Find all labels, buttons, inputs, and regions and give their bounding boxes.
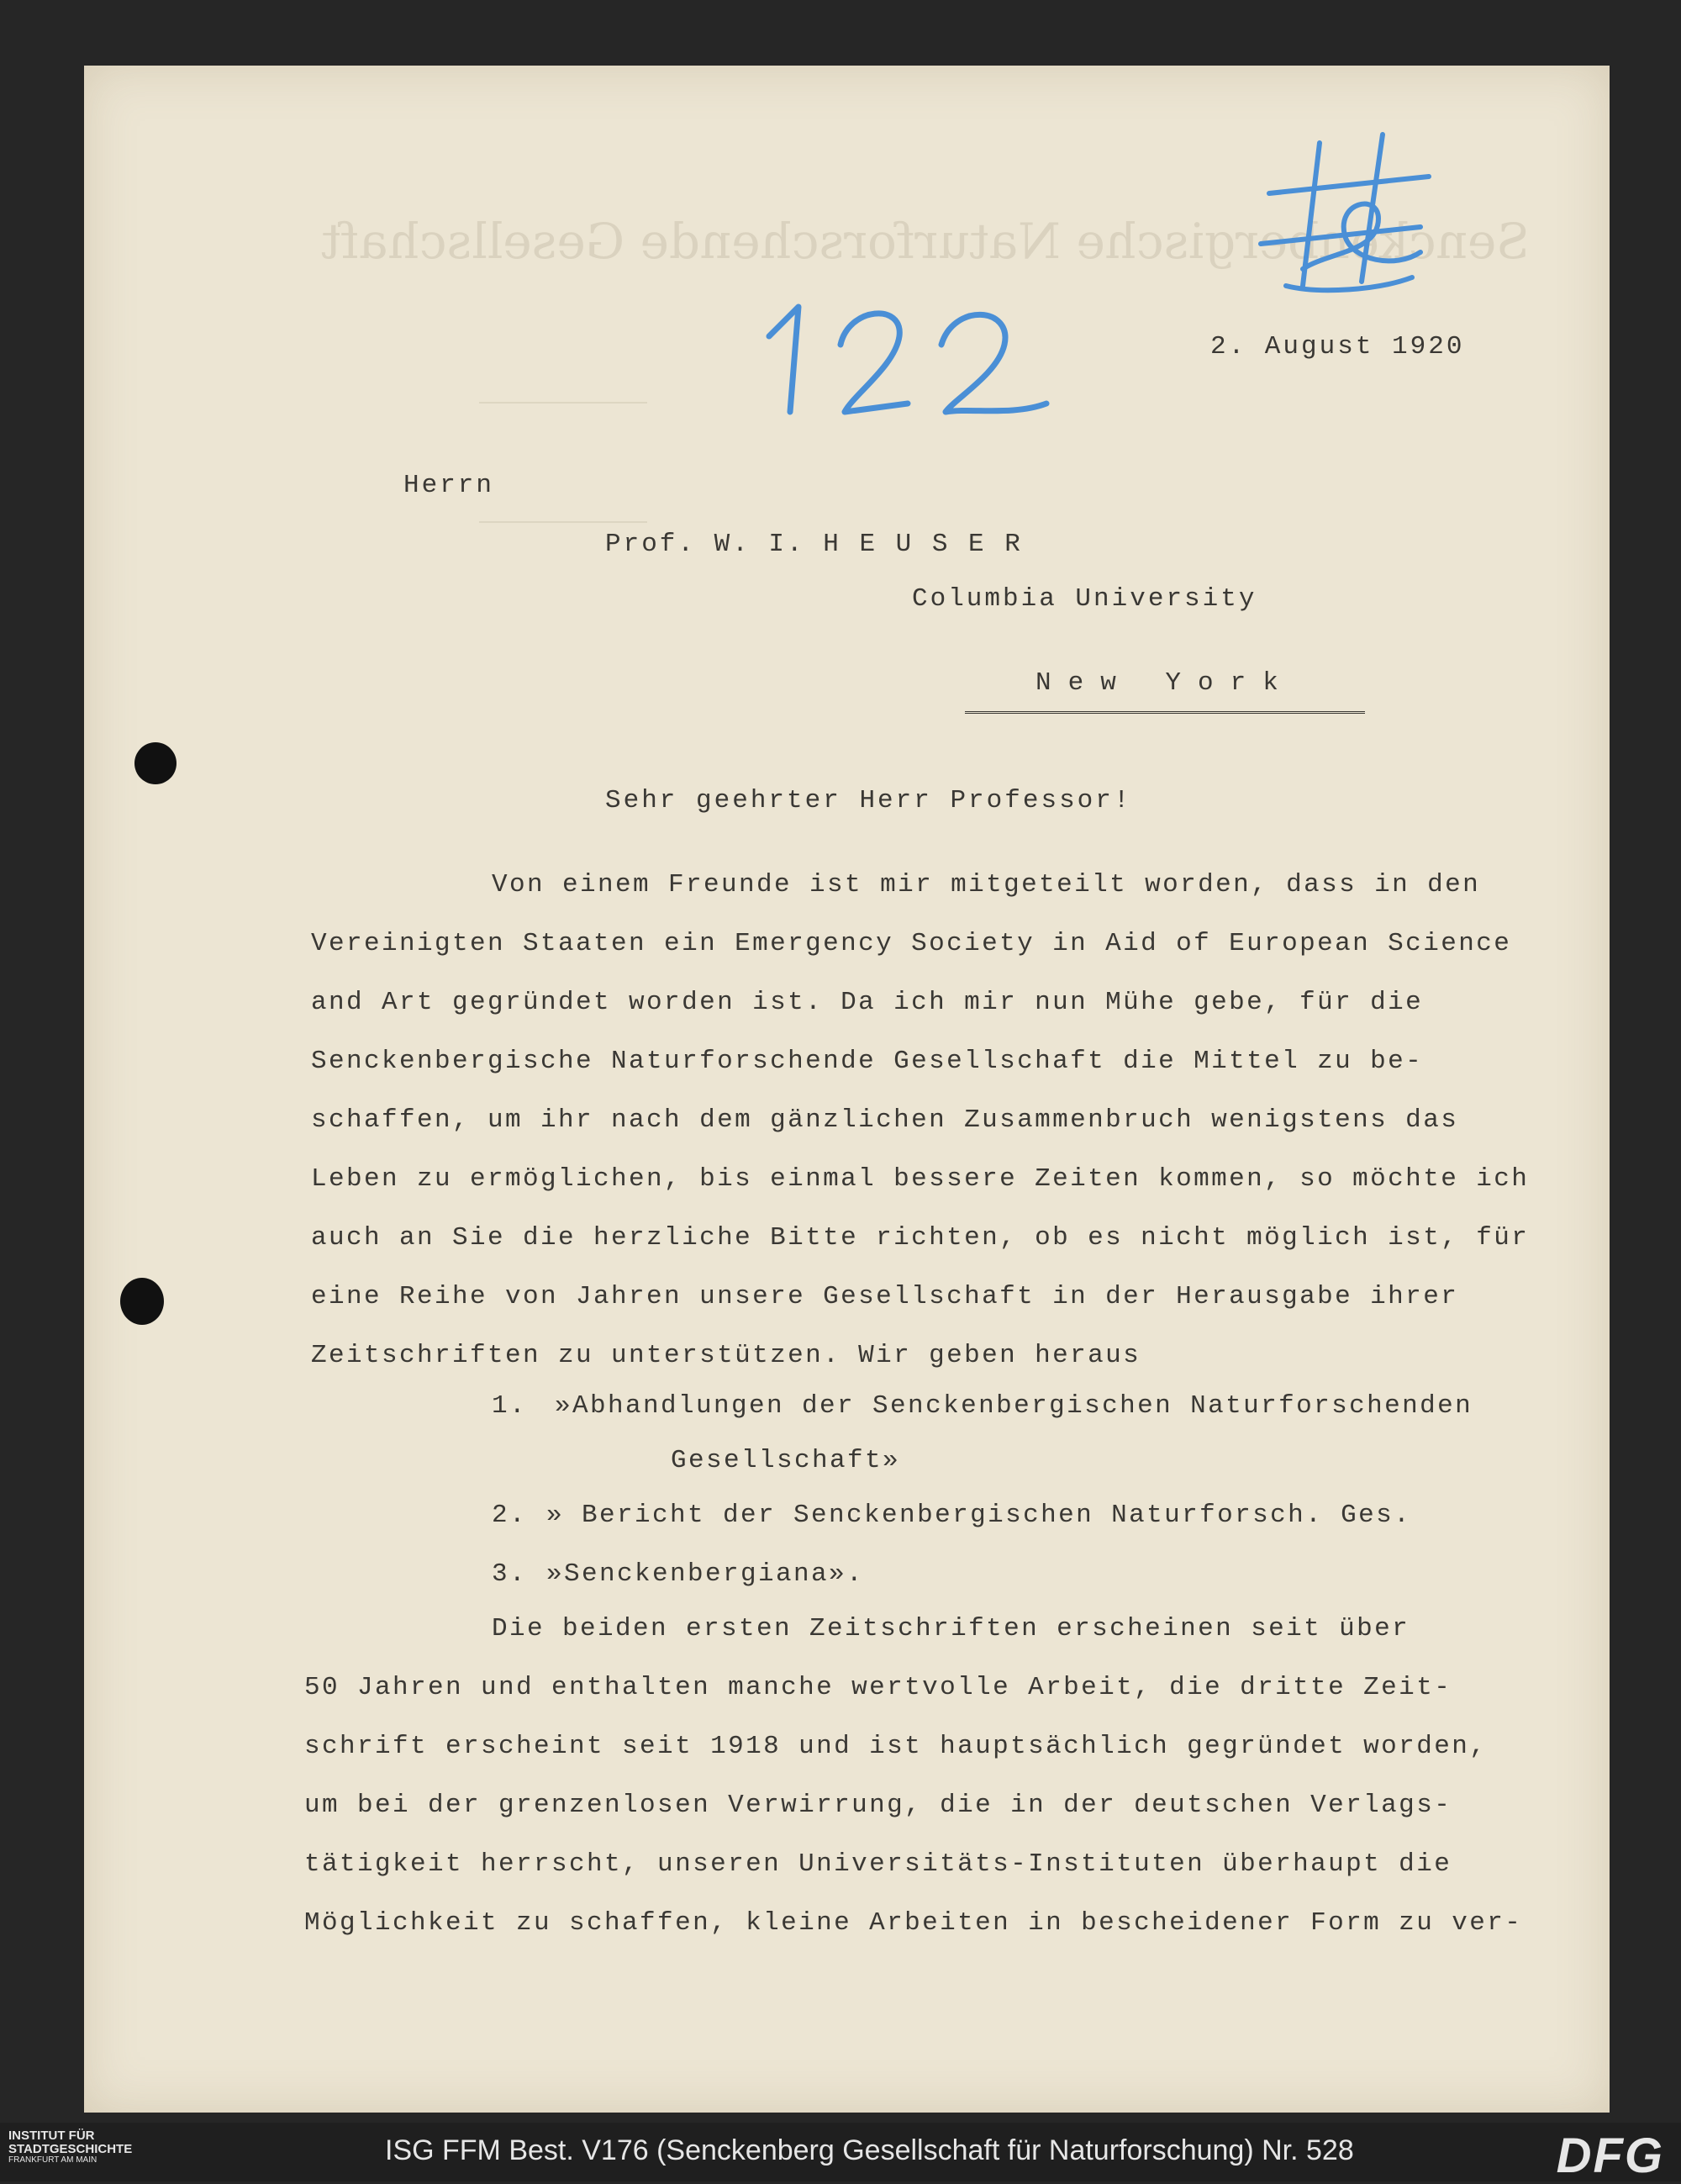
body-line: Leben zu ermöglichen, bis einmal bessere Zeiten kommen, so möchte ich [311, 1164, 1530, 1194]
body-line: schrift erscheint seit 1918 und ist hauptsächlich gegründet worden, [304, 1732, 1488, 1761]
greeting: Sehr geehrter Herr Professor! [605, 786, 1132, 815]
punch-hole-bottom [120, 1278, 164, 1325]
list-item-continuation: Gesellschaft» [671, 1446, 901, 1475]
body-line: and Art gegründet worden ist. Da ich mir nun Mühe gebe, für die [311, 988, 1424, 1017]
body-line: Vereinigten Staaten ein Emergency Society in Aid of European Science [311, 929, 1512, 958]
body-line: Die beiden ersten Zeitschriften erscheinen seit über [492, 1614, 1410, 1643]
dfg-logo: DFG [1556, 2129, 1664, 2183]
recipient-city: New York [1035, 668, 1295, 698]
handwritten-archive-number [761, 286, 1063, 429]
list-item-text: »Abhandlungen der Senckenbergischen Naturforschenden [555, 1391, 1473, 1421]
institute-name-line1: INSTITUT FÜR [8, 2129, 95, 2143]
letterhead-bleed-through: Senckenbergische Naturforschende Gesellschaft [321, 213, 1530, 270]
archive-footer [0, 2123, 1681, 2181]
letter-date: 2. August 1920 [1210, 332, 1465, 361]
list-item-text: »Senckenbergiana». [546, 1559, 865, 1589]
body-line: schaffen, um ihr nach dem gänzlichen Zusammenbruch wenigstens das [311, 1105, 1459, 1135]
list-item-text: » Bericht der Senckenbergischen Naturforsch. Ges. [546, 1501, 1412, 1530]
recipient-name: Prof. W. I. H E U S E R [605, 530, 1023, 559]
institute-city: FRANKFURT AM MAIN [8, 2155, 97, 2165]
recipient-salutation: Herrn [403, 471, 495, 500]
handwritten-hash-mark [1252, 126, 1446, 311]
institute-logo [8, 2129, 193, 2165]
list-item-number: 3. [492, 1559, 528, 1589]
body-line: 50 Jahren und enthalten manche wertvolle Arbeit, die dritte Zeit- [304, 1673, 1452, 1702]
body-line: Von einem Freunde ist mir mitgeteilt worden, dass in den [492, 870, 1481, 899]
recipient-institution: Columbia University [912, 584, 1257, 614]
body-line: auch an Sie die herzliche Bitte richten, ob es nicht möglich ist, für [311, 1223, 1530, 1253]
body-line: Senckenbergische Naturforschende Gesellschaft die Mittel zu be- [311, 1047, 1424, 1076]
list-item-number: 1. [492, 1391, 528, 1421]
body-line: tätigkeit herrscht, unseren Universitäts-Instituten überhaupt die [304, 1849, 1452, 1879]
archive-caption: ISG FFM Best. V176 (Senckenberg Gesellschaft für Naturforschung) Nr. 528 [385, 2134, 1354, 2166]
body-line: um bei der grenzenlosen Verwirrung, die in der deutschen Verlags- [304, 1791, 1452, 1820]
body-line: Möglichkeit zu schaffen, kleine Arbeiten in bescheidener Form zu ver- [304, 1908, 1523, 1938]
body-line: eine Reihe von Jahren unsere Gesellschaft in der Herausgabe ihrer [311, 1282, 1459, 1311]
body-line: Zeitschriften zu unterstützen. Wir geben heraus [311, 1341, 1141, 1370]
list-item-number: 2. [492, 1501, 528, 1530]
punch-hole-top [134, 742, 177, 784]
institute-name-line2: STADTGESCHICHTE [8, 2141, 133, 2156]
bleed-through-mark [479, 402, 647, 523]
city-underline [965, 711, 1365, 714]
